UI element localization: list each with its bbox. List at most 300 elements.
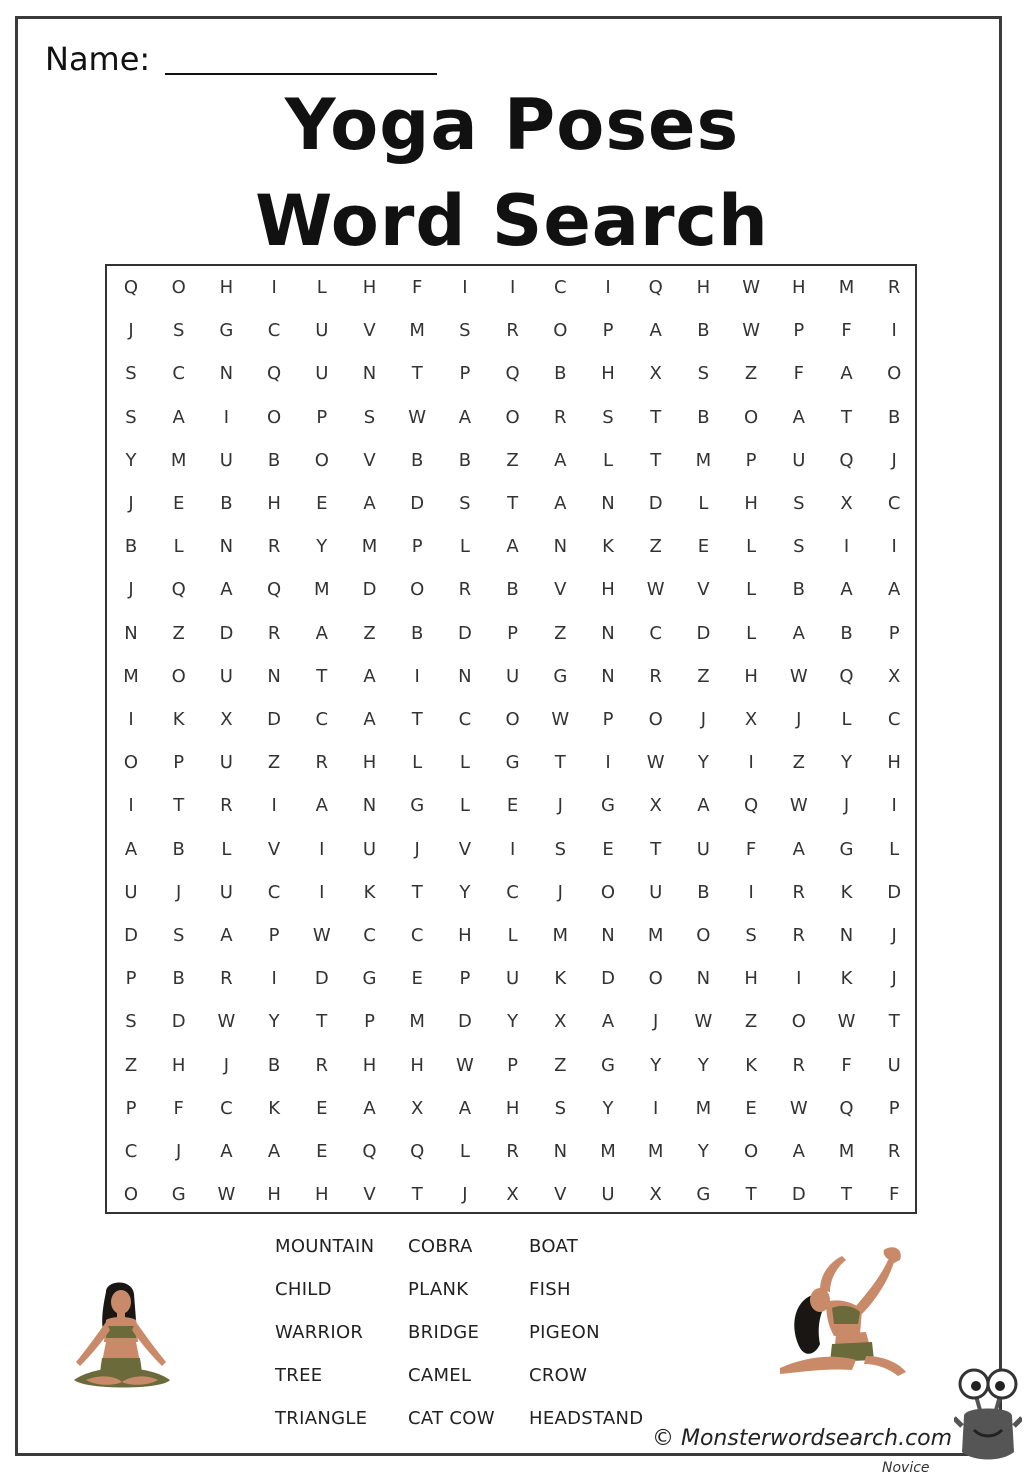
grid-letter[interactable]: A bbox=[840, 363, 853, 385]
grid-letter[interactable]: W bbox=[789, 795, 808, 817]
grid-letter[interactable]: E bbox=[316, 1141, 328, 1162]
grid-letter[interactable]: A bbox=[792, 838, 805, 860]
grid-letter[interactable]: C bbox=[458, 709, 472, 730]
grid-letter[interactable]: A bbox=[554, 449, 567, 471]
grid-letter[interactable]: V bbox=[363, 1184, 376, 1206]
grid-letter[interactable]: W bbox=[646, 752, 665, 774]
grid-letter[interactable]: A bbox=[220, 925, 233, 946]
grid-letter[interactable]: J bbox=[414, 838, 420, 860]
grid-letter[interactable]: X bbox=[411, 1097, 424, 1119]
grid-letter[interactable]: T bbox=[411, 1184, 423, 1206]
grid-letter[interactable]: C bbox=[220, 1097, 233, 1119]
grid-letter[interactable]: M bbox=[695, 449, 712, 471]
grid-letter[interactable]: O bbox=[267, 406, 282, 428]
grid-letter[interactable]: O bbox=[648, 709, 663, 730]
grid-letter[interactable]: L bbox=[746, 536, 757, 558]
grid-letter[interactable]: Q bbox=[648, 277, 663, 298]
grid-letter[interactable]: D bbox=[696, 622, 711, 644]
grid-letter[interactable]: U bbox=[362, 838, 377, 860]
grid-letter[interactable]: C bbox=[124, 1141, 138, 1162]
grid-letter[interactable]: U bbox=[124, 881, 138, 903]
grid-letter[interactable]: N bbox=[601, 665, 615, 687]
grid-letter[interactable]: H bbox=[219, 277, 234, 298]
grid-letter[interactable]: B bbox=[840, 622, 853, 644]
grid-letter[interactable]: V bbox=[458, 838, 472, 860]
grid-letter[interactable]: R bbox=[506, 320, 519, 342]
grid-letter[interactable]: I bbox=[796, 968, 802, 990]
grid-letter[interactable]: X bbox=[744, 709, 758, 730]
grid-letter[interactable]: L bbox=[412, 752, 423, 774]
grid-letter[interactable]: U bbox=[649, 881, 663, 903]
grid-letter[interactable]: S bbox=[125, 363, 137, 385]
grid-letter[interactable]: O bbox=[887, 363, 902, 385]
grid-letter[interactable]: A bbox=[363, 709, 376, 730]
grid-letter[interactable]: H bbox=[887, 752, 901, 774]
grid-letter[interactable]: H bbox=[362, 752, 377, 774]
grid-letter[interactable]: M bbox=[600, 1141, 616, 1162]
grid-letter[interactable]: E bbox=[602, 838, 614, 860]
grid-letter[interactable]: A bbox=[888, 579, 901, 601]
grid-letter[interactable]: H bbox=[410, 1054, 424, 1076]
grid-letter[interactable]: I bbox=[319, 838, 325, 860]
grid-letter[interactable]: Y bbox=[650, 1054, 662, 1076]
grid-letter[interactable]: U bbox=[219, 752, 233, 774]
grid-letter[interactable]: I bbox=[605, 277, 611, 298]
grid-letter[interactable]: Q bbox=[505, 363, 520, 385]
grid-letter[interactable]: Z bbox=[554, 622, 567, 644]
grid-letter[interactable]: Y bbox=[841, 752, 852, 774]
grid-letter[interactable]: L bbox=[746, 579, 757, 601]
grid-letter[interactable]: Z bbox=[267, 752, 281, 774]
grid-letter[interactable]: Z bbox=[506, 449, 519, 471]
grid-letter[interactable]: P bbox=[411, 536, 423, 558]
grid-letter[interactable]: N bbox=[601, 925, 615, 946]
grid-letter[interactable]: O bbox=[314, 449, 329, 471]
grid-letter[interactable]: N bbox=[362, 795, 377, 817]
grid-letter[interactable]: R bbox=[887, 277, 901, 298]
grid-letter[interactable]: T bbox=[841, 1184, 852, 1206]
grid-letter[interactable]: J bbox=[223, 1054, 230, 1076]
grid-letter[interactable]: S bbox=[459, 493, 471, 514]
grid-letter[interactable]: Z bbox=[554, 1054, 567, 1076]
grid-letter[interactable]: X bbox=[220, 709, 233, 730]
grid-letter[interactable]: X bbox=[840, 493, 853, 514]
grid-letter[interactable]: B bbox=[554, 363, 567, 385]
grid-letter[interactable]: C bbox=[506, 881, 519, 903]
grid-letter[interactable]: A bbox=[697, 795, 710, 817]
grid-letter[interactable]: N bbox=[601, 622, 615, 644]
grid-letter[interactable]: E bbox=[745, 1097, 757, 1119]
grid-letter[interactable]: N bbox=[267, 665, 281, 687]
grid-letter[interactable]: A bbox=[124, 838, 138, 860]
grid-letter[interactable]: L bbox=[459, 795, 470, 817]
grid-letter[interactable]: F bbox=[793, 363, 804, 385]
grid-letter[interactable]: G bbox=[839, 838, 854, 860]
grid-letter[interactable]: L bbox=[698, 493, 709, 514]
grid-letter[interactable]: K bbox=[602, 536, 614, 558]
grid-letter[interactable]: H bbox=[267, 1184, 281, 1206]
grid-letter[interactable]: A bbox=[363, 665, 376, 687]
grid-letter[interactable]: A bbox=[315, 795, 328, 817]
grid-letter[interactable]: L bbox=[459, 536, 470, 558]
grid-letter[interactable]: H bbox=[601, 579, 615, 601]
grid-letter[interactable]: W bbox=[646, 579, 665, 601]
grid-letter[interactable]: Y bbox=[697, 752, 709, 774]
grid-letter[interactable]: U bbox=[506, 665, 520, 687]
grid-letter[interactable]: I bbox=[605, 752, 611, 774]
grid-letter[interactable]: A bbox=[267, 1141, 281, 1162]
grid-letter[interactable]: H bbox=[171, 1054, 186, 1076]
grid-letter[interactable]: B bbox=[458, 449, 472, 471]
grid-letter[interactable]: L bbox=[459, 1141, 470, 1162]
grid-letter[interactable]: I bbox=[509, 838, 516, 860]
grid-letter[interactable]: E bbox=[316, 493, 328, 514]
grid-letter[interactable]: G bbox=[505, 752, 520, 774]
grid-letter[interactable]: Z bbox=[697, 665, 710, 687]
grid-letter[interactable]: L bbox=[841, 709, 852, 730]
grid-letter[interactable]: U bbox=[601, 1184, 615, 1206]
grid-letter[interactable]: J bbox=[700, 709, 707, 730]
grid-letter[interactable]: F bbox=[841, 320, 852, 342]
grid-letter[interactable]: P bbox=[125, 968, 137, 990]
grid-letter[interactable]: I bbox=[843, 536, 850, 558]
grid-letter[interactable]: L bbox=[221, 838, 232, 860]
grid-letter[interactable]: P bbox=[268, 925, 280, 946]
grid-letter[interactable]: A bbox=[601, 1011, 615, 1033]
grid-letter[interactable]: I bbox=[891, 536, 897, 558]
grid-letter[interactable]: R bbox=[220, 795, 233, 817]
grid-letter[interactable]: R bbox=[267, 536, 281, 558]
grid-letter[interactable]: K bbox=[363, 881, 376, 903]
grid-letter[interactable]: A bbox=[363, 493, 376, 514]
grid-letter[interactable]: C bbox=[887, 709, 901, 730]
grid-letter[interactable]: W bbox=[217, 1011, 236, 1033]
grid-letter[interactable]: U bbox=[219, 449, 233, 471]
grid-letter[interactable]: U bbox=[315, 320, 329, 342]
grid-letter[interactable]: M bbox=[552, 925, 569, 946]
grid-letter[interactable]: B bbox=[697, 881, 710, 903]
grid-letter[interactable]: I bbox=[128, 795, 134, 817]
grid-letter[interactable]: A bbox=[172, 406, 185, 428]
grid-letter[interactable]: U bbox=[887, 1054, 901, 1076]
grid-letter[interactable]: J bbox=[176, 881, 182, 903]
grid-letter[interactable]: U bbox=[792, 449, 806, 471]
grid-letter[interactable]: U bbox=[315, 363, 329, 385]
grid-letter[interactable]: X bbox=[554, 1011, 567, 1033]
grid-letter[interactable]: N bbox=[362, 363, 377, 385]
grid-letter[interactable]: T bbox=[650, 838, 662, 860]
grid-letter[interactable]: V bbox=[554, 1184, 567, 1206]
grid-letter[interactable]: Q bbox=[410, 1141, 425, 1162]
grid-letter[interactable]: N bbox=[839, 925, 854, 946]
grid-letter[interactable]: U bbox=[696, 838, 710, 860]
grid-letter[interactable]: U bbox=[506, 968, 520, 990]
grid-letter[interactable]: Y bbox=[697, 1141, 709, 1162]
grid-letter[interactable]: M bbox=[838, 1141, 855, 1162]
grid-letter[interactable]: M bbox=[409, 1011, 425, 1033]
grid-letter[interactable]: S bbox=[793, 536, 805, 558]
grid-letter[interactable]: B bbox=[411, 449, 424, 471]
grid-letter[interactable]: K bbox=[745, 1054, 757, 1076]
grid-letter[interactable]: V bbox=[554, 579, 567, 601]
grid-letter[interactable]: Q bbox=[171, 579, 186, 601]
grid-letter[interactable]: J bbox=[653, 1011, 659, 1033]
grid-letter[interactable]: R bbox=[554, 406, 567, 428]
grid-letter[interactable]: T bbox=[507, 493, 519, 514]
grid-letter[interactable]: Z bbox=[744, 1011, 758, 1033]
grid-letter[interactable]: H bbox=[601, 363, 615, 385]
grid-letter[interactable]: W bbox=[217, 1184, 236, 1206]
grid-letter[interactable]: H bbox=[696, 277, 711, 298]
grid-letter[interactable]: R bbox=[458, 579, 472, 601]
grid-letter[interactable]: P bbox=[507, 1054, 519, 1076]
grid-letter[interactable]: O bbox=[600, 881, 616, 903]
grid-letter[interactable]: O bbox=[744, 1141, 759, 1162]
grid-letter[interactable]: N bbox=[124, 622, 138, 644]
grid-letter[interactable]: A bbox=[315, 622, 328, 644]
grid-letter[interactable]: H bbox=[362, 1054, 377, 1076]
grid-letter[interactable]: W bbox=[408, 406, 427, 428]
grid-letter[interactable]: T bbox=[316, 1011, 328, 1033]
grid-letter[interactable]: U bbox=[219, 881, 233, 903]
grid-letter[interactable]: D bbox=[648, 493, 663, 514]
grid-letter[interactable]: E bbox=[506, 795, 519, 817]
grid-letter[interactable]: S bbox=[125, 406, 137, 428]
grid-letter[interactable]: M bbox=[647, 1141, 664, 1162]
grid-letter[interactable]: V bbox=[363, 320, 376, 342]
grid-letter[interactable]: I bbox=[891, 795, 897, 817]
grid-letter[interactable]: R bbox=[792, 1054, 806, 1076]
grid-letter[interactable]: I bbox=[748, 752, 754, 774]
grid-letter[interactable]: W bbox=[837, 1011, 856, 1033]
grid-letter[interactable]: D bbox=[410, 493, 425, 514]
grid-letter[interactable]: I bbox=[414, 665, 420, 687]
grid-letter[interactable]: C bbox=[554, 277, 567, 298]
grid-letter[interactable]: O bbox=[648, 968, 663, 990]
grid-letter[interactable]: O bbox=[123, 1184, 139, 1206]
grid-letter[interactable]: T bbox=[650, 406, 662, 428]
grid-letter[interactable]: P bbox=[459, 363, 471, 385]
grid-letter[interactable]: W bbox=[742, 320, 760, 342]
grid-letter[interactable]: X bbox=[649, 1184, 662, 1206]
grid-letter[interactable]: L bbox=[173, 536, 184, 558]
grid-letter[interactable]: B bbox=[888, 406, 901, 428]
grid-letter[interactable]: I bbox=[128, 709, 134, 730]
grid-letter[interactable]: Y bbox=[507, 1011, 519, 1033]
grid-letter[interactable]: S bbox=[125, 1011, 137, 1033]
grid-letter[interactable]: O bbox=[744, 406, 759, 428]
grid-letter[interactable]: G bbox=[410, 795, 425, 817]
grid-letter[interactable]: P bbox=[316, 406, 328, 428]
grid-letter[interactable]: O bbox=[505, 406, 520, 428]
grid-letter[interactable]: R bbox=[506, 1141, 519, 1162]
grid-letter[interactable]: J bbox=[128, 320, 134, 342]
grid-letter[interactable]: W bbox=[789, 1097, 808, 1119]
grid-letter[interactable]: L bbox=[602, 449, 614, 471]
grid-letter[interactable]: H bbox=[744, 493, 758, 514]
grid-letter[interactable]: D bbox=[124, 925, 138, 946]
grid-letter[interactable]: G bbox=[696, 1184, 711, 1206]
grid-letter[interactable]: Q bbox=[267, 579, 282, 601]
grid-letter[interactable]: D bbox=[314, 968, 329, 990]
grid-letter[interactable]: D bbox=[601, 968, 615, 990]
grid-letter[interactable]: J bbox=[843, 795, 850, 817]
grid-letter[interactable]: J bbox=[891, 925, 897, 946]
grid-letter[interactable]: D bbox=[457, 1011, 472, 1033]
grid-letter[interactable]: G bbox=[219, 320, 234, 342]
grid-letter[interactable]: V bbox=[363, 449, 376, 471]
grid-letter[interactable]: Y bbox=[316, 536, 328, 558]
grid-letter[interactable]: O bbox=[171, 665, 186, 687]
grid-letter[interactable]: B bbox=[220, 493, 233, 514]
grid-letter[interactable]: M bbox=[170, 449, 187, 471]
grid-letter[interactable]: I bbox=[509, 277, 516, 298]
grid-letter[interactable]: O bbox=[696, 925, 711, 946]
grid-letter[interactable]: X bbox=[649, 363, 662, 385]
grid-letter[interactable]: X bbox=[888, 665, 901, 687]
grid-letter[interactable]: P bbox=[364, 1011, 375, 1033]
grid-letter[interactable]: Q bbox=[267, 363, 282, 385]
grid-letter[interactable]: R bbox=[887, 1141, 901, 1162]
grid-letter[interactable]: W bbox=[312, 925, 331, 946]
grid-letter[interactable]: S bbox=[554, 1097, 567, 1119]
grid-letter[interactable]: E bbox=[411, 968, 423, 990]
grid-letter[interactable]: Z bbox=[172, 622, 185, 644]
grid-letter[interactable]: T bbox=[554, 752, 566, 774]
grid-letter[interactable]: R bbox=[792, 881, 806, 903]
grid-letter[interactable]: C bbox=[315, 709, 329, 730]
grid-letter[interactable]: L bbox=[507, 925, 518, 946]
grid-letter[interactable]: M bbox=[314, 579, 330, 601]
grid-letter[interactable]: B bbox=[267, 449, 281, 471]
grid-letter[interactable]: D bbox=[791, 1184, 806, 1206]
grid-letter[interactable]: A bbox=[458, 406, 472, 428]
grid-letter[interactable]: W bbox=[455, 1054, 474, 1076]
grid-letter[interactable]: D bbox=[267, 709, 282, 730]
grid-letter[interactable]: H bbox=[505, 1097, 520, 1119]
grid-letter[interactable]: M bbox=[647, 925, 664, 946]
grid-letter[interactable]: H bbox=[458, 925, 472, 946]
grid-letter[interactable]: N bbox=[458, 665, 472, 687]
grid-letter[interactable]: J bbox=[462, 1184, 468, 1206]
grid-letter[interactable]: Q bbox=[123, 277, 139, 298]
grid-letter[interactable]: S bbox=[172, 320, 185, 342]
grid-letter[interactable]: B bbox=[411, 622, 424, 644]
grid-letter[interactable]: B bbox=[506, 579, 519, 601]
grid-letter[interactable]: A bbox=[363, 1097, 376, 1119]
grid-letter[interactable]: A bbox=[792, 622, 805, 644]
grid-letter[interactable]: L bbox=[889, 838, 900, 860]
grid-letter[interactable]: S bbox=[172, 925, 185, 946]
grid-letter[interactable]: P bbox=[793, 320, 805, 342]
grid-letter[interactable]: F bbox=[745, 838, 757, 860]
grid-letter[interactable]: J bbox=[891, 968, 897, 990]
grid-letter[interactable]: F bbox=[173, 1097, 184, 1119]
grid-letter[interactable]: T bbox=[173, 795, 185, 817]
grid-letter[interactable]: Q bbox=[362, 1141, 377, 1162]
grid-letter[interactable]: G bbox=[601, 1054, 615, 1076]
grid-letter[interactable]: J bbox=[128, 493, 134, 514]
grid-letter[interactable]: T bbox=[411, 363, 423, 385]
grid-letter[interactable]: C bbox=[363, 925, 376, 946]
grid-letter[interactable]: L bbox=[316, 277, 327, 298]
grid-letter[interactable]: P bbox=[745, 449, 757, 471]
grid-letter[interactable]: S bbox=[554, 838, 567, 860]
grid-letter[interactable]: D bbox=[457, 622, 472, 644]
grid-letter[interactable]: I bbox=[271, 968, 277, 990]
grid-letter[interactable]: B bbox=[267, 1054, 281, 1076]
grid-letter[interactable]: Z bbox=[744, 363, 758, 385]
grid-letter[interactable]: Q bbox=[744, 795, 759, 817]
grid-letter[interactable]: D bbox=[887, 881, 902, 903]
grid-letter[interactable]: S bbox=[459, 320, 471, 342]
grid-letter[interactable]: I bbox=[891, 320, 897, 342]
grid-letter[interactable]: F bbox=[889, 1184, 900, 1206]
grid-letter[interactable]: B bbox=[124, 536, 138, 558]
grid-letter[interactable]: H bbox=[362, 277, 377, 298]
grid-letter[interactable]: B bbox=[172, 968, 185, 990]
grid-letter[interactable]: O bbox=[410, 579, 425, 601]
grid-letter[interactable]: S bbox=[363, 406, 376, 428]
grid-letter[interactable]: N bbox=[696, 968, 711, 990]
grid-letter[interactable]: I bbox=[653, 1097, 659, 1119]
grid-letter[interactable]: P bbox=[125, 1097, 137, 1119]
grid-letter[interactable]: Y bbox=[268, 1011, 280, 1033]
grid-letter[interactable]: E bbox=[316, 1097, 328, 1119]
grid-letter[interactable]: B bbox=[697, 320, 710, 342]
grid-letter[interactable]: Z bbox=[363, 622, 376, 644]
grid-letter[interactable]: N bbox=[601, 493, 615, 514]
grid-letter[interactable]: E bbox=[173, 493, 185, 514]
grid-letter[interactable]: W bbox=[551, 709, 570, 730]
grid-letter[interactable]: T bbox=[888, 1011, 900, 1033]
grid-letter[interactable]: J bbox=[796, 709, 802, 730]
grid-letter[interactable]: Q bbox=[839, 1097, 854, 1119]
grid-letter[interactable]: H bbox=[792, 277, 806, 298]
grid-letter[interactable]: C bbox=[410, 925, 424, 946]
grid-letter[interactable]: D bbox=[171, 1011, 186, 1033]
grid-letter[interactable]: T bbox=[745, 1184, 757, 1206]
grid-letter[interactable]: S bbox=[602, 406, 614, 428]
grid-letter[interactable]: Y bbox=[697, 1054, 709, 1076]
grid-letter[interactable]: P bbox=[888, 622, 900, 644]
grid-letter[interactable]: G bbox=[171, 1184, 186, 1206]
grid-letter[interactable]: T bbox=[841, 406, 852, 428]
grid-letter[interactable]: R bbox=[220, 968, 233, 990]
grid-letter[interactable]: L bbox=[746, 622, 757, 644]
grid-letter[interactable]: P bbox=[459, 968, 471, 990]
grid-letter[interactable]: O bbox=[171, 277, 186, 298]
grid-letter[interactable]: G bbox=[601, 795, 615, 817]
grid-letter[interactable]: H bbox=[744, 665, 758, 687]
grid-letter[interactable]: N bbox=[553, 536, 568, 558]
grid-letter[interactable]: T bbox=[411, 881, 423, 903]
grid-letter[interactable]: D bbox=[219, 622, 234, 644]
grid-letter[interactable]: R bbox=[267, 622, 281, 644]
grid-letter[interactable]: A bbox=[792, 406, 805, 428]
grid-letter[interactable]: M bbox=[123, 665, 139, 687]
grid-letter[interactable]: F bbox=[412, 277, 423, 298]
grid-letter[interactable]: M bbox=[695, 1097, 712, 1119]
grid-letter[interactable]: T bbox=[316, 665, 328, 687]
grid-letter[interactable]: R bbox=[649, 665, 662, 687]
grid-letter[interactable]: A bbox=[840, 579, 853, 601]
grid-letter[interactable]: Q bbox=[839, 665, 854, 687]
grid-letter[interactable]: F bbox=[841, 1054, 852, 1076]
grid-letter[interactable]: A bbox=[220, 1141, 233, 1162]
grid-letter[interactable]: N bbox=[553, 1141, 568, 1162]
grid-letter[interactable]: C bbox=[887, 493, 901, 514]
